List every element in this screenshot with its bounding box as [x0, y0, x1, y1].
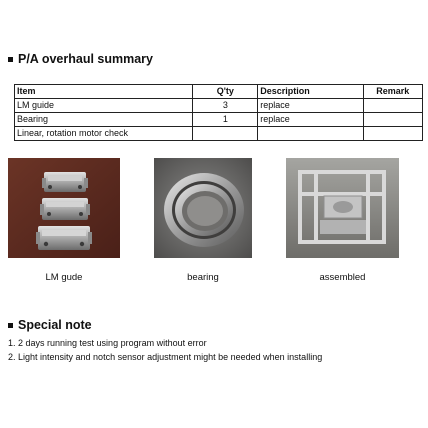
summary-heading [8, 52, 153, 66]
cell-qty: 1 [193, 113, 258, 127]
lm-guide-caption: LM gude [45, 272, 83, 283]
cell-qty [193, 127, 258, 141]
cell-description: replace [258, 99, 363, 113]
header-qty: Q'ty [193, 85, 258, 99]
header-remark: Remark [363, 85, 422, 99]
cell-description: replace [258, 113, 363, 127]
list-item: 1. 2 days running test using program without error [8, 338, 207, 348]
header-description: Description [258, 85, 363, 99]
special-note-heading [8, 318, 92, 332]
table-row [15, 127, 423, 141]
cell-remark [363, 113, 422, 127]
assembled-caption: assembled [319, 272, 366, 283]
square-bullet-icon [8, 57, 13, 62]
special-note-title: Special note [18, 318, 92, 332]
cell-item: Linear, rotation motor check [15, 127, 193, 141]
cell-remark [363, 99, 422, 113]
special-note-list [8, 336, 322, 364]
table-row [15, 99, 423, 113]
overhaul-summary-table [14, 84, 423, 141]
summary-title: P/A overhaul summary [18, 52, 154, 66]
assembled-photo [286, 158, 399, 258]
cell-item: LM guide [15, 99, 193, 113]
cell-qty: 3 [193, 99, 258, 113]
bearing-caption: bearing [187, 272, 219, 283]
header-item: Item [15, 85, 193, 99]
table-header-row [15, 85, 423, 99]
list-item: 2. Light intensity and notch sensor adjustment might be needed when installing [8, 352, 323, 362]
cell-remark [363, 127, 422, 141]
bearing-photo [154, 158, 252, 258]
cell-description [258, 127, 363, 141]
lm-guide-photo [8, 158, 120, 258]
square-bullet-icon [8, 323, 13, 328]
cell-item: Bearing [15, 113, 193, 127]
table-row [15, 113, 423, 127]
